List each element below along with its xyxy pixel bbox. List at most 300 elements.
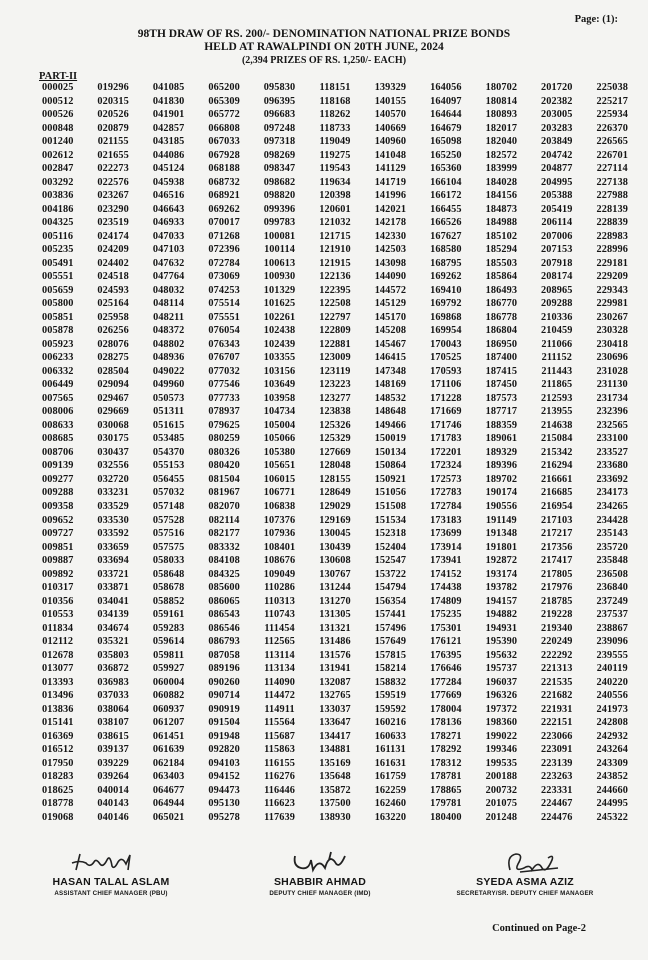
bond-number: 188359 xyxy=(485,419,518,431)
bond-number: 069262 xyxy=(208,203,240,215)
bond-number: 011834 xyxy=(42,622,74,634)
bond-number: 145170 xyxy=(374,311,407,323)
bond-number: 002847 xyxy=(41,163,74,175)
bond-number: 221313 xyxy=(541,663,573,675)
bond-number: 131321 xyxy=(319,622,351,634)
bond-number: 211443 xyxy=(541,365,573,377)
bond-number: 164679 xyxy=(430,122,462,134)
bond-number: 129169 xyxy=(319,514,351,526)
bond-number: 091504 xyxy=(208,717,240,729)
bond-number: 222292 xyxy=(541,649,573,661)
bond-number: 166455 xyxy=(430,203,462,215)
bond-number: 140669 xyxy=(374,122,407,134)
bond-number: 166172 xyxy=(430,190,462,202)
bond-number: 173941 xyxy=(430,555,462,567)
bond-number: 143098 xyxy=(374,257,407,269)
bond-number: 121715 xyxy=(319,230,351,242)
bond-number: 221682 xyxy=(541,690,573,702)
bond-number: 134881 xyxy=(319,744,351,756)
bond-number: 157441 xyxy=(374,609,407,621)
bond-number: 234173 xyxy=(596,487,628,499)
bond-number: 216685 xyxy=(541,487,573,499)
bond-number: 194157 xyxy=(485,595,518,607)
bond-number: 189396 xyxy=(485,460,518,472)
bond-number: 115564 xyxy=(264,717,295,729)
bond-number: 169410 xyxy=(430,284,462,296)
number-column xyxy=(307,81,362,824)
bond-number: 174809 xyxy=(430,595,462,607)
bond-number: 172201 xyxy=(430,446,462,458)
bond-number: 131305 xyxy=(319,609,351,621)
bond-number: 022576 xyxy=(97,176,129,188)
bond-number: 130439 xyxy=(319,541,351,553)
bond-number: 233100 xyxy=(596,433,628,445)
bond-number: 225217 xyxy=(596,95,628,107)
bond-number: 135648 xyxy=(319,771,351,783)
bond-number: 171106 xyxy=(430,379,462,391)
bond-number: 043185 xyxy=(152,136,185,148)
bond-number: 061451 xyxy=(152,730,185,742)
bond-number: 040143 xyxy=(97,798,129,810)
bond-number: 231130 xyxy=(596,379,628,391)
bond-number: 204742 xyxy=(541,149,573,161)
page-number: Page: (1): xyxy=(574,14,618,25)
signatory-3 xyxy=(430,850,620,897)
bond-number: 084108 xyxy=(208,555,240,567)
bond-number: 048114 xyxy=(153,298,185,310)
bond-number: 219228 xyxy=(541,609,573,621)
bond-number: 174438 xyxy=(430,582,462,594)
bond-number: 118168 xyxy=(319,95,351,107)
signatory-1-title: ASSISTANT CHIEF MANAGER (PBU) xyxy=(54,890,168,897)
bond-number: 009139 xyxy=(41,460,74,472)
bond-number: 105004 xyxy=(263,419,296,431)
bond-number: 039137 xyxy=(97,744,129,756)
bond-number: 184156 xyxy=(485,190,518,202)
bond-number: 107936 xyxy=(263,528,296,540)
number-column xyxy=(196,81,251,824)
bond-number: 006332 xyxy=(41,365,74,377)
bond-number: 048802 xyxy=(152,338,185,350)
bond-number: 086546 xyxy=(208,622,240,634)
bond-number: 045938 xyxy=(152,176,185,188)
bond-number: 119634 xyxy=(319,176,351,188)
bond-number: 175301 xyxy=(430,622,462,634)
bond-number: 023267 xyxy=(97,190,129,202)
bond-number: 180400 xyxy=(430,811,462,823)
bond-number: 150019 xyxy=(374,433,407,445)
bond-number: 065021 xyxy=(152,811,185,823)
bond-number: 176121 xyxy=(430,636,462,648)
bond-number: 235848 xyxy=(596,555,628,567)
bond-number: 006449 xyxy=(41,379,74,391)
bond-number: 064677 xyxy=(152,784,185,796)
bond-number: 180702 xyxy=(485,82,518,93)
bond-number: 226701 xyxy=(596,149,628,161)
bond-number: 067928 xyxy=(208,149,240,161)
bond-number: 098682 xyxy=(263,176,296,188)
bond-number: 156354 xyxy=(374,595,407,607)
bond-number: 125326 xyxy=(319,419,351,431)
bond-number: 192872 xyxy=(485,555,518,567)
bond-number: 166104 xyxy=(430,176,462,188)
bond-number: 108401 xyxy=(263,541,296,553)
bond-number: 118262 xyxy=(319,109,351,121)
bond-number: 049022 xyxy=(152,365,185,377)
bond-number: 210459 xyxy=(541,325,573,337)
bond-number: 041901 xyxy=(152,109,185,121)
bond-number: 141048 xyxy=(374,149,407,161)
bond-number: 154794 xyxy=(374,582,407,594)
bond-number: 199346 xyxy=(485,744,518,756)
bond-number: 018625 xyxy=(41,784,74,796)
bond-number: 225934 xyxy=(596,109,628,121)
bond-number: 120601 xyxy=(319,203,351,215)
bond-number: 152404 xyxy=(374,541,407,553)
bond-number: 176395 xyxy=(430,649,462,661)
bond-number: 204995 xyxy=(541,176,573,188)
bond-number: 186950 xyxy=(485,338,518,350)
bond-number: 123223 xyxy=(319,379,351,391)
bond-number: 132087 xyxy=(319,676,351,688)
bond-number: 076707 xyxy=(208,352,240,364)
bond-number: 165250 xyxy=(430,149,462,161)
bond-number: 073069 xyxy=(208,271,240,283)
signatory-1 xyxy=(26,850,196,897)
bond-number: 213955 xyxy=(541,406,573,418)
bond-number: 207918 xyxy=(541,257,573,269)
bond-number: 053485 xyxy=(152,433,185,445)
bond-number: 131576 xyxy=(319,649,351,661)
bond-number: 100114 xyxy=(264,244,295,256)
bond-number: 223139 xyxy=(541,757,573,769)
bond-number: 148648 xyxy=(374,406,407,418)
bond-number: 050573 xyxy=(152,392,185,404)
bond-number: 117639 xyxy=(264,811,295,823)
bond-number: 030068 xyxy=(97,419,129,431)
bond-number: 131270 xyxy=(319,595,351,607)
bond-number: 151056 xyxy=(374,487,407,499)
number-column xyxy=(85,81,140,824)
bond-number: 023519 xyxy=(97,217,129,229)
bond-number: 113114 xyxy=(264,649,295,661)
bond-number: 100613 xyxy=(263,257,296,269)
bond-number: 038107 xyxy=(97,717,129,729)
bond-number: 081967 xyxy=(208,487,240,499)
bond-number: 062184 xyxy=(152,757,185,769)
bond-number: 082070 xyxy=(208,500,240,512)
bond-number: 164097 xyxy=(430,95,462,107)
bond-number: 048032 xyxy=(152,284,185,296)
bond-number: 005851 xyxy=(41,311,74,323)
bond-number: 098269 xyxy=(263,149,296,161)
bond-number: 219340 xyxy=(541,622,573,634)
bond-number: 187415 xyxy=(485,365,518,377)
signature-1-mark xyxy=(66,850,156,876)
bond-number: 216661 xyxy=(541,473,573,485)
bond-number: 112565 xyxy=(264,636,295,648)
bond-number: 150921 xyxy=(374,473,407,485)
bond-number: 036983 xyxy=(97,676,129,688)
bond-number: 131941 xyxy=(319,663,351,675)
bond-number: 152318 xyxy=(374,528,407,540)
bond-number: 110286 xyxy=(264,582,295,594)
bond-number: 189702 xyxy=(485,473,518,485)
number-column xyxy=(252,81,307,824)
bond-number: 103958 xyxy=(263,392,296,404)
bond-number: 077733 xyxy=(208,392,240,404)
bond-number: 128048 xyxy=(319,460,351,472)
number-column xyxy=(585,81,640,824)
bond-number: 041085 xyxy=(152,82,185,93)
bond-number: 059283 xyxy=(152,622,185,634)
bond-number: 201720 xyxy=(541,82,573,93)
bond-number: 113134 xyxy=(264,663,295,675)
bond-number: 013836 xyxy=(41,703,74,715)
bond-number: 167627 xyxy=(430,230,462,242)
bond-number: 169868 xyxy=(430,311,462,323)
bond-number: 009887 xyxy=(41,555,74,567)
bond-number: 096683 xyxy=(263,109,296,121)
bond-number: 010553 xyxy=(41,609,74,621)
bond-number: 207006 xyxy=(541,230,573,242)
bond-number: 223331 xyxy=(541,784,573,796)
bond-number: 212593 xyxy=(541,392,573,404)
bond-number: 206114 xyxy=(541,217,573,229)
header-venue-date: HELD AT RAWALPINDI ON 20TH JUNE, 2024 xyxy=(204,41,444,53)
bond-number: 232565 xyxy=(596,419,628,431)
bond-number: 205419 xyxy=(541,203,573,215)
bond-number: 171783 xyxy=(430,433,462,445)
bond-number: 060004 xyxy=(152,676,185,688)
bond-number: 122797 xyxy=(319,311,351,323)
bond-number: 004186 xyxy=(41,203,74,215)
bond-number: 128155 xyxy=(319,473,351,485)
bond-number: 135169 xyxy=(319,757,351,769)
signature-block xyxy=(0,850,648,920)
bond-number: 176646 xyxy=(430,663,462,675)
bond-number: 180814 xyxy=(485,95,518,107)
bond-number: 086793 xyxy=(208,636,240,648)
bond-number: 227988 xyxy=(596,190,628,202)
bond-number: 005923 xyxy=(41,338,74,350)
bond-number: 006233 xyxy=(41,352,74,364)
bond-number: 178865 xyxy=(430,784,462,796)
bond-number: 110313 xyxy=(264,595,295,607)
number-column xyxy=(474,81,529,824)
signatory-2-name: SHABBIR AHMAD xyxy=(273,876,367,888)
bond-number: 198360 xyxy=(485,717,518,729)
bond-number: 057575 xyxy=(152,541,185,553)
bond-number: 009652 xyxy=(41,514,74,526)
bond-number: 033530 xyxy=(97,514,129,526)
bond-number: 141719 xyxy=(374,176,407,188)
bond-number: 114472 xyxy=(264,690,295,702)
bond-number: 082177 xyxy=(208,528,240,540)
bond-number: 080259 xyxy=(208,433,240,445)
bond-number: 086065 xyxy=(208,595,240,607)
bond-number: 187450 xyxy=(485,379,518,391)
bond-number: 024593 xyxy=(97,284,129,296)
bond-number: 118151 xyxy=(319,82,351,93)
bond-number: 009277 xyxy=(41,473,74,485)
bond-number: 045124 xyxy=(152,163,185,175)
bond-number: 228996 xyxy=(596,244,628,256)
bond-number: 003836 xyxy=(41,190,74,202)
bond-number: 193782 xyxy=(485,582,518,594)
bond-number: 122395 xyxy=(319,284,351,296)
bond-number: 075551 xyxy=(208,311,240,323)
bond-number: 171746 xyxy=(430,419,462,431)
bond-number: 095130 xyxy=(208,798,240,810)
bond-number: 087058 xyxy=(208,649,240,661)
bond-number: 173183 xyxy=(430,514,462,526)
bond-number: 046643 xyxy=(152,203,185,215)
bond-number: 229181 xyxy=(596,257,628,269)
bond-number: 068188 xyxy=(208,163,240,175)
bond-number: 182572 xyxy=(485,149,518,161)
bond-number: 138930 xyxy=(319,811,351,823)
bond-number: 199535 xyxy=(485,757,518,769)
bond-number: 122809 xyxy=(319,325,351,337)
bond-number: 022273 xyxy=(97,163,129,175)
bond-number: 157649 xyxy=(374,636,407,648)
bond-number: 005235 xyxy=(41,244,74,256)
bond-number: 152547 xyxy=(374,555,407,567)
bond-number: 130767 xyxy=(319,568,351,580)
bond-number: 076054 xyxy=(208,325,240,337)
bond-number: 160216 xyxy=(374,717,407,729)
bond-number: 038615 xyxy=(97,730,129,742)
bond-number: 151534 xyxy=(374,514,407,526)
bond-number: 085600 xyxy=(208,582,240,594)
bond-number: 001240 xyxy=(41,136,74,148)
bond-number: 142178 xyxy=(374,217,407,229)
bond-number: 162460 xyxy=(374,798,407,810)
bond-number: 208174 xyxy=(541,271,573,283)
bond-number: 194882 xyxy=(485,609,518,621)
bond-number: 196037 xyxy=(485,676,518,688)
bond-number: 108676 xyxy=(263,555,296,567)
bond-number: 230696 xyxy=(596,352,628,364)
bond-number: 242808 xyxy=(596,717,628,729)
bond-number: 229209 xyxy=(596,271,628,283)
bond-number: 161631 xyxy=(374,757,407,769)
bond-number: 024209 xyxy=(97,244,129,256)
bond-number: 197372 xyxy=(485,703,518,715)
bond-number: 245322 xyxy=(596,811,628,823)
bond-number: 047033 xyxy=(152,230,185,242)
bond-number: 048936 xyxy=(152,352,185,364)
bond-number: 133037 xyxy=(319,703,351,715)
bond-number: 030437 xyxy=(97,446,129,458)
bond-number: 066808 xyxy=(208,122,240,134)
bond-number: 000025 xyxy=(41,82,74,93)
bond-number: 189061 xyxy=(485,433,518,445)
bond-number: 020879 xyxy=(97,122,129,134)
bond-number: 116155 xyxy=(264,757,295,769)
bond-number: 186778 xyxy=(485,311,518,323)
bond-number: 182017 xyxy=(485,122,518,134)
bond-number: 185294 xyxy=(485,244,518,256)
bond-number: 103156 xyxy=(263,365,296,377)
bond-number: 095278 xyxy=(208,811,240,823)
bond-number: 097248 xyxy=(263,122,296,134)
bond-number: 142330 xyxy=(374,230,407,242)
bond-number: 218785 xyxy=(541,595,573,607)
bond-number: 095830 xyxy=(263,82,296,93)
bond-number: 005116 xyxy=(42,230,74,242)
bond-number: 081504 xyxy=(208,473,240,485)
bond-number: 047632 xyxy=(152,257,185,269)
bond-number: 207153 xyxy=(541,244,573,256)
bond-number: 018283 xyxy=(41,771,74,783)
bond-number: 005800 xyxy=(41,298,74,310)
bond-number: 196326 xyxy=(485,690,518,702)
bond-number: 221931 xyxy=(541,703,573,715)
bond-number: 094103 xyxy=(208,757,240,769)
bond-number: 128649 xyxy=(319,487,351,499)
bond-number: 178312 xyxy=(430,757,462,769)
bond-number: 140570 xyxy=(374,109,407,121)
bond-number: 201075 xyxy=(485,798,518,810)
bond-number: 101329 xyxy=(263,284,296,296)
bond-number: 005551 xyxy=(41,271,74,283)
bond-number: 033529 xyxy=(97,500,129,512)
bond-number: 067033 xyxy=(208,136,240,148)
bond-number: 051311 xyxy=(153,406,185,418)
bond-number: 021655 xyxy=(97,149,129,161)
bond-number: 185864 xyxy=(485,271,518,283)
bond-number: 090714 xyxy=(208,690,240,702)
bond-number: 119049 xyxy=(319,136,351,148)
bond-number: 059161 xyxy=(152,609,185,621)
bond-number: 223091 xyxy=(541,744,573,756)
bond-number: 200188 xyxy=(485,771,518,783)
bond-number: 072396 xyxy=(208,244,240,256)
bond-number: 065309 xyxy=(208,95,240,107)
bond-number: 024518 xyxy=(97,271,129,283)
bond-number: 194931 xyxy=(485,622,518,634)
bond-number: 055153 xyxy=(152,460,185,472)
bond-number: 149466 xyxy=(374,419,407,431)
bond-number: 017950 xyxy=(41,757,74,769)
number-column xyxy=(363,81,418,824)
bond-number: 094473 xyxy=(208,784,240,796)
bond-number: 168580 xyxy=(430,244,462,256)
bond-number: 065772 xyxy=(208,109,240,121)
bond-number: 005878 xyxy=(41,325,74,337)
bond-number: 099783 xyxy=(263,217,296,229)
bond-number: 121910 xyxy=(319,244,351,256)
bond-number: 061639 xyxy=(152,744,185,756)
bond-number: 195632 xyxy=(485,649,518,661)
bond-number: 153722 xyxy=(374,568,407,580)
bond-number: 020526 xyxy=(97,109,129,121)
bond-number: 070017 xyxy=(208,217,240,229)
bond-number: 078937 xyxy=(208,406,240,418)
bond-number: 033231 xyxy=(97,487,129,499)
bond-number: 178292 xyxy=(430,744,462,756)
bond-number: 057032 xyxy=(152,487,185,499)
bond-number: 171228 xyxy=(430,392,462,404)
bond-number: 106015 xyxy=(263,473,296,485)
bond-number: 185102 xyxy=(485,230,518,242)
bond-number: 141996 xyxy=(374,190,407,202)
bond-number: 191149 xyxy=(485,514,517,526)
bond-number: 060882 xyxy=(152,690,185,702)
bond-number: 029669 xyxy=(97,406,129,418)
